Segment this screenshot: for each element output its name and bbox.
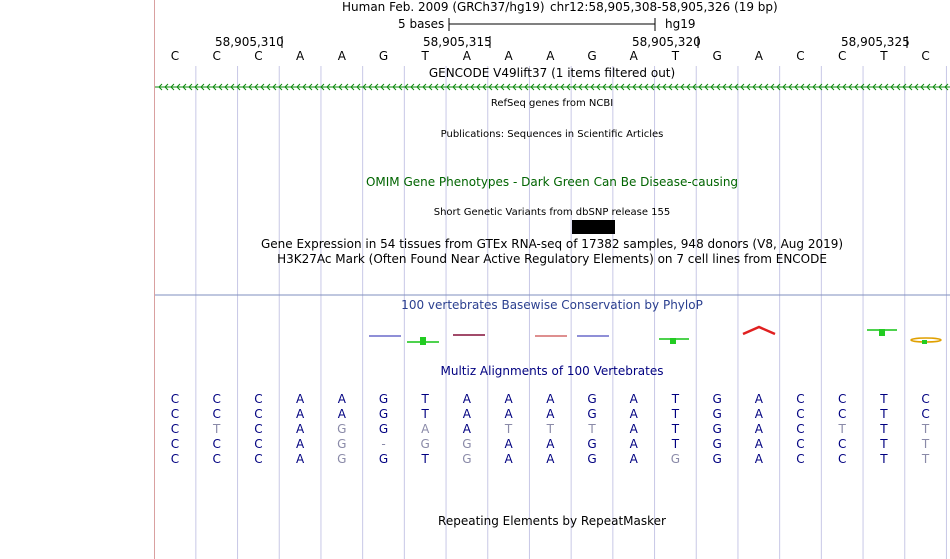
- alignment-base: T: [671, 437, 680, 451]
- alignment-base: T: [421, 392, 429, 406]
- alignment-base: G: [587, 437, 597, 451]
- alignment-base: C: [212, 437, 221, 451]
- reference-base: C: [837, 49, 847, 63]
- alignment-base: A: [421, 422, 430, 436]
- alignment-base: A: [462, 422, 471, 436]
- alignment-base: A: [754, 392, 763, 406]
- alignment-base: C: [796, 407, 805, 421]
- ruler-tick-label: 58,905,315: [423, 35, 492, 49]
- alignment-base: C: [254, 437, 263, 451]
- alignment-base: A: [754, 452, 763, 466]
- scale-bar: [449, 18, 655, 31]
- alignment-base: -: [381, 437, 386, 451]
- alignment-base: T: [421, 407, 429, 421]
- h3k27ac-track-title[interactable]: H3K27Ac Mark (Often Found Near Active Regulatory Elements) on 7 cell lines from ENCODE: [277, 252, 827, 266]
- alignment-base: C: [796, 422, 805, 436]
- alignment-base: A: [504, 452, 513, 466]
- position-text: chr12:58,905,308-58,905,326 (19 bp): [550, 0, 778, 14]
- ruler-tick-label: 58,905,320: [632, 35, 701, 49]
- alignment-base: C: [170, 422, 180, 436]
- reference-base: C: [254, 49, 263, 63]
- alignment-base: T: [671, 407, 680, 421]
- omim-track-title[interactable]: OMIM Gene Phenotypes - Dark Green Can Be Disease-causing: [365, 175, 739, 189]
- ruler-ticks: [282, 36, 907, 48]
- alignment-base: A: [504, 407, 513, 421]
- pubs-track-title[interactable]: Publications: Sequences in Scientific Articles: [440, 129, 664, 140]
- alignment-base: A: [337, 407, 346, 421]
- alignment-base: T: [838, 422, 846, 436]
- alignment-base: A: [295, 422, 305, 436]
- assembly-text: Human Feb. 2009 (GRCh37/hg19): [342, 0, 545, 14]
- alignment-base: A: [295, 407, 305, 421]
- alignment-base: C: [170, 452, 180, 466]
- alignment-base: T: [671, 392, 680, 406]
- phylop-track-title[interactable]: 100 vertebrates Basewise Conservation by PhyloP: [401, 298, 703, 312]
- alignment-base: C: [837, 437, 847, 451]
- alignment-base: G: [420, 437, 430, 451]
- alignment-base: G: [587, 452, 597, 466]
- reference-base: A: [754, 49, 763, 63]
- alignment-base: T: [921, 422, 930, 436]
- reference-base: C: [921, 49, 930, 63]
- alignment-base: C: [796, 452, 805, 466]
- multiz-track-title[interactable]: Multiz Alignments of 100 Vertebrates: [440, 364, 664, 378]
- alignment-base: C: [921, 407, 930, 421]
- alignment-base: T: [880, 422, 888, 436]
- alignment-base: T: [588, 422, 596, 436]
- alignment-base: G: [587, 392, 597, 406]
- reference-base: T: [671, 49, 680, 63]
- ruler-tick-label: 58,905,325: [841, 35, 910, 49]
- alignment-base: T: [671, 422, 680, 436]
- alignment-base: A: [754, 422, 763, 436]
- alignment-base: A: [629, 422, 638, 436]
- alignment-base: A: [629, 437, 638, 451]
- alignment-base: A: [754, 407, 763, 421]
- alignment-base: G: [712, 392, 722, 406]
- alignment-base: A: [546, 452, 555, 466]
- alignment-base: G: [378, 422, 389, 436]
- alignment-base: T: [421, 452, 429, 466]
- alignment-base: T: [921, 437, 930, 451]
- alignment-base: G: [337, 452, 347, 466]
- alignment-base: C: [212, 392, 221, 406]
- reference-base: A: [295, 49, 305, 63]
- alignment-base: G: [378, 452, 389, 466]
- alignment-base: C: [254, 407, 263, 421]
- alignment-base: A: [629, 407, 638, 421]
- reference-base: A: [462, 49, 471, 63]
- alignment-base: C: [170, 437, 180, 451]
- reference-base: T: [880, 49, 888, 63]
- ruler-tick-label: 58,905,310: [215, 35, 284, 49]
- alignment-base: A: [629, 392, 638, 406]
- alignment-base: A: [295, 452, 305, 466]
- alignment-base: A: [546, 392, 555, 406]
- alignment-base: G: [712, 452, 722, 466]
- alignment-base: G: [712, 437, 722, 451]
- reference-base: G: [712, 49, 722, 63]
- reference-base: A: [337, 49, 346, 63]
- reference-base: G: [587, 49, 597, 63]
- refseq-track-title[interactable]: RefSeq genes from NCBI: [490, 98, 614, 109]
- reference-base: A: [504, 49, 513, 63]
- alignment-base: C: [837, 392, 847, 406]
- reference-base: A: [629, 49, 638, 63]
- alignment-base: T: [880, 452, 888, 466]
- alignment-base: G: [712, 422, 722, 436]
- reference-base: C: [212, 49, 221, 63]
- gencode-gene-feature: [155, 84, 950, 90]
- alignment-base: G: [712, 407, 722, 421]
- alignment-base: A: [629, 452, 638, 466]
- alignment-base: C: [170, 392, 180, 406]
- gencode-track-title[interactable]: GENCODE V49lift37 (1 items filtered out): [428, 66, 676, 80]
- reference-base: G: [378, 49, 389, 63]
- alignment-base: A: [337, 392, 346, 406]
- alignment-base: G: [462, 437, 472, 451]
- alignment-base: T: [504, 422, 513, 436]
- dbsnp-track-title[interactable]: Short Genetic Variants from dbSNP release 155: [433, 207, 671, 218]
- alignment-base: A: [546, 407, 555, 421]
- alignment-base: C: [796, 392, 805, 406]
- alignment-base: G: [378, 407, 389, 421]
- alignment-base: C: [254, 422, 263, 436]
- alignment-base: A: [546, 437, 555, 451]
- alignment-base: G: [670, 452, 681, 466]
- alignment-base: C: [837, 407, 847, 421]
- alignment-base: C: [837, 452, 847, 466]
- reference-base: T: [421, 49, 429, 63]
- alignment-base: G: [337, 422, 347, 436]
- alignment-base: C: [170, 407, 180, 421]
- alignment-base: A: [754, 437, 763, 451]
- reference-base: A: [546, 49, 555, 63]
- reference-base: C: [796, 49, 805, 63]
- gtex-track-title[interactable]: Gene Expression in 54 tissues from GTEx RNA-seq of 17382 samples, 948 donors (V8, Aug 2019): [260, 237, 844, 251]
- alignment-base: C: [212, 452, 221, 466]
- alignment-base: C: [921, 392, 930, 406]
- alignment-base: A: [295, 392, 305, 406]
- track-image[interactable]: [155, 0, 950, 559]
- alignment-base: G: [337, 437, 347, 451]
- alignment-base: A: [504, 437, 513, 451]
- alignment-base: C: [212, 407, 221, 421]
- repeatmasker-track-title[interactable]: Repeating Elements by RepeatMasker: [438, 514, 666, 528]
- alignment-base: T: [880, 437, 888, 451]
- alignment-base: T: [880, 392, 888, 406]
- alignment-base: G: [378, 392, 389, 406]
- reference-base: C: [170, 49, 180, 63]
- alignment-base: G: [462, 452, 472, 466]
- alignment-base: C: [254, 392, 263, 406]
- scale-text: 5 bases: [398, 17, 445, 31]
- alignment-base: A: [504, 392, 513, 406]
- alignment-base: T: [213, 422, 221, 436]
- alignment-base: A: [462, 392, 471, 406]
- alignment-base: A: [462, 407, 471, 421]
- db-text: hg19: [665, 17, 696, 31]
- alignment-base: T: [880, 407, 888, 421]
- alignment-base: T: [921, 452, 930, 466]
- alignment-base: T: [546, 422, 554, 436]
- alignment-base: C: [796, 437, 805, 451]
- track-labels-pane: [0, 0, 155, 559]
- alignment-base: G: [587, 407, 597, 421]
- alignment-base: C: [254, 452, 263, 466]
- dbsnp-variant-block: [572, 220, 615, 234]
- alignment-base: A: [295, 437, 305, 451]
